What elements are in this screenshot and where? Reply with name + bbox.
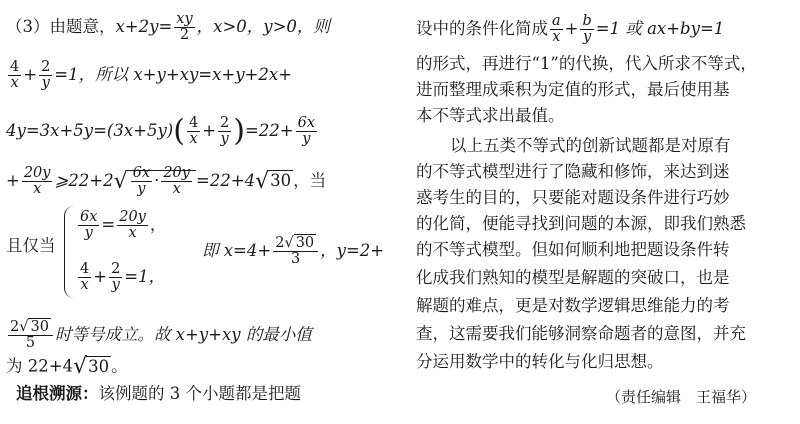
fraction [187,116,200,147]
paragraph-line: 查，这需要我们能够洞察命题者的意图，并充 [416,324,746,343]
paragraph-line: 解题的难点，更是对数学逻辑思维能力的考 [416,296,730,315]
fraction [174,12,194,43]
numerator [8,320,53,336]
fraction [109,262,122,293]
equation: x+2y= [115,17,173,36]
paragraph-line: 本不等式求出最值。 [416,106,565,125]
solution-line-6 [6,320,312,351]
system-eq-1 [76,210,166,241]
numerator: b [582,13,592,29]
fraction [117,210,148,241]
plus-sign: + [6,171,20,190]
right-paren: ) [233,113,245,149]
fraction [161,166,192,197]
paragraph-line: 分运用数学中的转化与化归思想。 [416,352,664,371]
sqrt-sign: √ [255,168,270,194]
denominator: 3 [291,251,301,267]
comma: ， [149,215,167,234]
denominator: x [189,131,198,147]
editor-credit: （责任编辑 王福华） [606,388,757,406]
fraction [218,116,231,147]
fraction [296,116,317,147]
inequality-text: ⩾22+2 [54,171,114,190]
numerator: xy [176,11,193,27]
fraction [22,166,53,197]
numerator [273,236,318,252]
solution-line-4 [6,166,326,197]
denominator: y [41,75,50,91]
sqrt-sign: √ [19,319,29,335]
denominator: x [128,225,137,241]
equation-text: ，y=2+ [320,241,385,260]
section-heading: 追根溯源： [16,384,99,403]
numerator: 20y [23,165,51,181]
paragraph-line: 的形式，再进行“1”的代换，代入所求不等式， [416,54,757,73]
denominator: x [172,181,181,197]
radicand: 30 [270,171,292,190]
fraction [273,236,318,267]
plus-sign: + [93,267,108,286]
numerator: 6x [80,209,98,225]
numerator: 6x [132,165,151,181]
condition-text: ，x>0，y>0，则 [196,17,330,36]
brace [64,206,75,298]
denominator: 5 [25,335,36,351]
numerator: 4 [188,115,199,131]
solution-line-2 [6,60,292,91]
numerator: 2 [111,261,121,277]
plus-sign: + [564,19,579,38]
paragraph-line: 的不等式模型进行了隐藏和修饰，来达到迷 [416,162,730,181]
fraction [39,60,52,91]
radicand: 30 [88,356,110,376]
numerator: 2 [41,59,51,75]
numerator: 4 [10,59,20,75]
text: 。 [111,356,128,376]
fraction [550,14,563,45]
fraction [8,320,53,351]
denominator: y [111,277,120,293]
paragraph-line: 的不等式模型。但如何顺利地把题设条件转 [416,240,730,259]
radicand [127,165,196,197]
paragraph-text: 该例题的 3 个小题都是把题 [98,384,301,403]
paragraph-line: 惑考生的目的，只要能对题设条件进行巧妙 [416,188,730,207]
sqrt-sign: √ [284,235,294,251]
numerator: 2 [220,115,230,131]
conclusion-text: 时等号成立。故 x+y+xy 的最小值 [54,325,312,344]
left-paren: ( [173,113,185,149]
equation-text: 4y=3x+5y=(3x+5y) [6,121,174,140]
equation-text: =1，所以 x+y+xy=x+y+2x+ [54,65,292,84]
coefficient: 2 [10,319,20,335]
solution-line-5-lead [6,236,56,256]
denominator: y [84,225,93,241]
coefficient: 2 [275,235,285,251]
fraction [78,210,99,241]
root-tracing-paragraph [16,384,301,404]
plus-sign: + [23,65,38,84]
denominator: y [137,181,146,197]
paragraph-line: 的化简，便能寻找到问题的本源，即我们熟悉 [416,214,746,233]
fraction [580,14,593,45]
text: ，当 [293,171,327,190]
equation-text: =22+ [244,121,294,140]
denominator: x [10,75,19,91]
system-eq-2 [76,262,165,293]
paragraph-line: 以上五类不等式的创新试题都是对原有 [450,136,731,155]
fraction [78,262,91,293]
fraction [8,60,21,91]
paragraph-line: 进而整理成乘积为定值的形式，最后使用基 [416,80,730,99]
numerator: 6x [297,115,316,131]
denominator: x [33,181,42,197]
equation-text: 即 x=4+ [202,241,272,260]
denominator: y [302,131,311,147]
solution-line-5-result [202,236,384,267]
equation-text: =1 或 ax+by=1 [595,19,725,38]
equation-text: =1， [124,267,166,286]
solution-line-1 [6,12,330,43]
text: 设中的条件化简成 [416,19,548,38]
solution-line-3 [6,113,319,149]
equals-sign: = [101,215,116,234]
denominator: x [80,277,89,293]
paragraph-line: 化成我们熟知的模型是解题的突破口，也是 [416,268,730,287]
denominator: y [583,29,592,45]
denominator: x [552,29,561,45]
text: 为 22+4 [6,356,74,376]
problem-label: （3）由题意， [6,17,116,36]
denominator: 2 [179,27,190,43]
numerator: 20y [163,165,190,181]
sqrt-sign: √ [113,168,128,194]
sqrt-sign: √ [73,354,88,379]
numerator: a [552,13,561,29]
text: 且仅当 [6,236,56,255]
fraction [131,166,152,197]
equation-text: =22+4 [195,171,256,190]
numerator: 4 [80,261,90,277]
right-line-1 [416,14,724,45]
numerator: 20y [119,209,146,225]
denominator: y [220,131,229,147]
radicand: 30 [30,319,49,335]
radicand: 30 [295,235,315,251]
solution-line-7 [6,356,128,378]
plus-sign: + [202,121,217,140]
dot-operator: · [154,171,160,190]
